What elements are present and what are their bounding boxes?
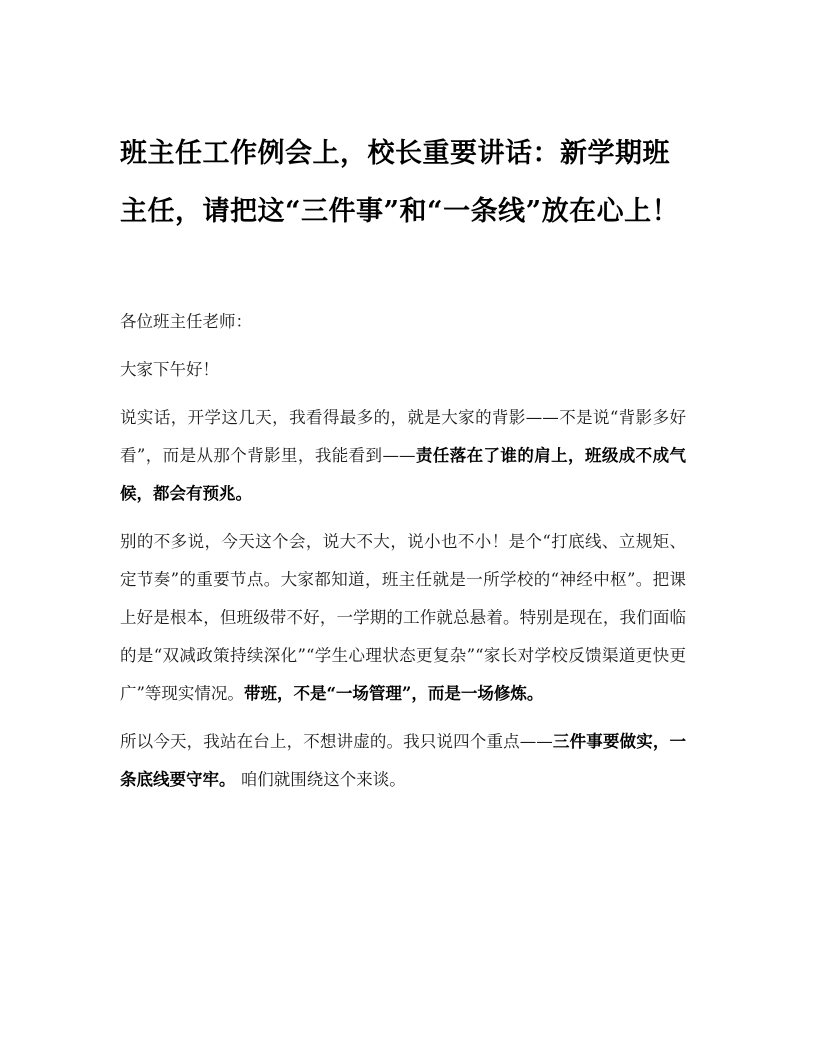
document-page: [120, 125, 686, 809]
paragraph-intro: [120, 399, 686, 513]
bold-text-run: 三件事要做实，一条底线要守牢。: [120, 732, 686, 789]
paragraph-salutation: [120, 351, 686, 389]
paragraph-outline: [120, 723, 686, 799]
text-run: 别的不多说，今天这个会，说大不大，说小也不小！是个“打底线、立规矩、定节奏”的重要节点。大家都知道，班主任就是一所学校的“神经中枢”。把课上好是根本，但班级带不好，一学期的工作就总悬着。特别是现在，我们面临的是“双减政策持续深化”“学生心理状态更复杂”“家长对学校反馈渠道更快更广”等现实情况。: [120, 532, 686, 703]
text-run: 大家下午好！: [120, 360, 219, 379]
text-run: 咱们就围绕这个来谈。: [235, 770, 406, 789]
bold-text-run: 带班，不是“一场管理”，而是一场修炼。: [243, 684, 544, 703]
paragraph-context: [120, 523, 686, 713]
document-title: 班主任工作例会上，校长重要讲话：新学期班主任，请把这“三件事”和“一条线”放在心上！: [120, 138, 680, 227]
document-body: [120, 303, 686, 799]
text-run: 所以今天，我站在台上，不想讲虚的。我只说四个重点——: [120, 732, 553, 751]
text-run: 各位班主任老师：: [120, 312, 252, 331]
paragraph-greeting: [120, 303, 686, 341]
text-run: 说实话，开学这几天，我看得最多的，就是大家的背影——不是说“背影多好看”，而是从那个背影里，我能看到——: [120, 408, 686, 465]
bold-text-run: 责任落在了谁的肩上，班级成不成气候，都会有预兆。: [120, 446, 686, 503]
